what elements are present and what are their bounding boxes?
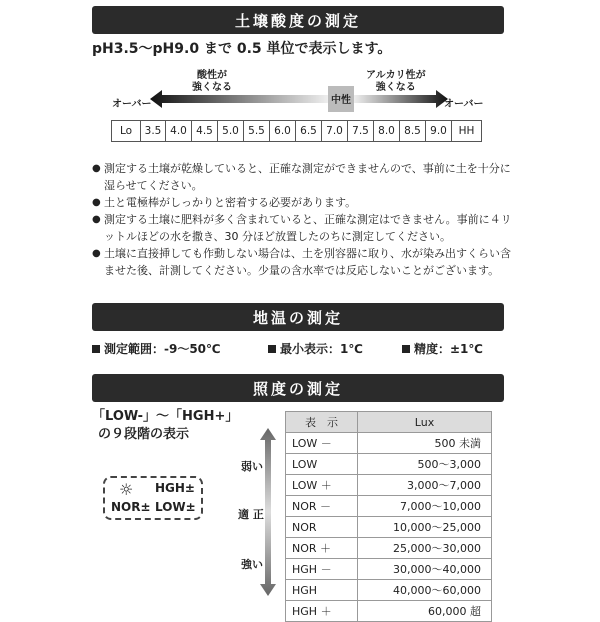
soil-temp-title: 地温の測定 <box>252 308 343 327</box>
lux-value-cell: 10,000～25,000 <box>358 517 492 538</box>
square-bullet-icon <box>402 345 410 353</box>
lux-value-cell: 60,000 超 <box>358 601 492 622</box>
ph-scale-cell: HH <box>452 120 482 142</box>
lux-value-cell: 500～3,000 <box>358 454 492 475</box>
table-row <box>286 475 492 496</box>
sun-icon: ☼ <box>119 480 134 499</box>
lux-display-legend <box>103 476 203 520</box>
lux-value-cell: 40,000～60,000 <box>358 580 492 601</box>
ph-scale-cell: 6.5 <box>296 120 322 142</box>
ph-note <box>92 160 512 194</box>
lux-levels-title <box>92 408 238 444</box>
ph-gradient-arrow <box>150 82 450 116</box>
ph-note <box>92 194 512 211</box>
legend-hgh: HGH± <box>155 481 195 495</box>
ph-scale <box>111 120 482 142</box>
soil-temp-header <box>92 303 504 331</box>
alkali-arrow <box>354 90 448 108</box>
ph-description: pH3.5～pH9.0 まで 0.5 単位で表示します。 <box>92 41 392 57</box>
legend-low: LOW± <box>155 500 196 514</box>
neutral-label: 中性 <box>331 95 351 106</box>
alkali-label-line1: アルカリ性が <box>366 70 426 81</box>
illuminance-header <box>92 374 504 402</box>
lux-value-cell: 500 未満 <box>358 433 492 454</box>
lux-col-lux: Lux <box>358 412 492 433</box>
table-row <box>286 454 492 475</box>
ph-scale-cell: 4.5 <box>192 120 218 142</box>
lux-display-cell: LOW ＋ <box>286 475 358 496</box>
lux-table <box>285 411 492 622</box>
ph-scale-cell: 7.5 <box>348 120 374 142</box>
lux-value-cell: 30,000～40,000 <box>358 559 492 580</box>
ph-notes <box>92 160 512 279</box>
ph-scale-cell: 6.0 <box>270 120 296 142</box>
table-row <box>286 601 492 622</box>
bullet-icon: ● <box>92 197 101 208</box>
ph-scale-cell: 5.0 <box>218 120 244 142</box>
ph-scale-cell: 9.0 <box>426 120 452 142</box>
ph-note-text: 測定する土壌が乾燥していると、正確な測定ができませんので、事前に土を十分に湿らせてください。 <box>104 162 511 192</box>
lux-value-cell: 25,000～30,000 <box>358 538 492 559</box>
ph-note-text: 土と電極棒がしっかりと密着する必要があります。 <box>104 196 357 209</box>
lux-table-header-row <box>286 412 492 433</box>
ph-note <box>92 245 512 279</box>
acid-arrow <box>150 90 328 108</box>
lux-value-cell: 3,000～7,000 <box>358 475 492 496</box>
over-left-label: オーバー <box>112 99 152 110</box>
table-row <box>286 538 492 559</box>
temp-min-display <box>268 340 402 357</box>
lux-col-display: 表 示 <box>286 412 358 433</box>
lux-display-cell: NOR <box>286 517 358 538</box>
table-row <box>286 580 492 601</box>
lux-display-cell: HGH － <box>286 559 358 580</box>
weak-label: 弱い <box>241 460 263 473</box>
bullet-icon: ● <box>92 163 101 174</box>
temp-accuracy-text: 精度：±1℃ <box>414 342 483 356</box>
soil-ph-header <box>92 6 504 34</box>
ph-note-text: 測定する土壌に肥料が多く含まれていると、正確な測定はできません。事前に４リットルほどの水を撒き、30 分ほど放置したのちに測定してください。 <box>104 213 512 243</box>
lux-value-cell: 7,000～10,000 <box>358 496 492 517</box>
lux-display-cell: NOR － <box>286 496 358 517</box>
ph-scale-cell: 8.5 <box>400 120 426 142</box>
proper-label: 適 正 <box>238 508 264 521</box>
ph-scale-cell: 5.5 <box>244 120 270 142</box>
square-bullet-icon <box>92 345 100 353</box>
illuminance-title: 照度の測定 <box>252 379 343 398</box>
ph-scale-cell: 8.0 <box>374 120 400 142</box>
over-right-label: オーバー <box>444 99 484 110</box>
acid-label-line2: 強くなる <box>192 82 232 93</box>
legend-nor: NOR± <box>111 500 151 514</box>
table-row <box>286 496 492 517</box>
ph-note <box>92 211 512 245</box>
strong-label: 強い <box>241 558 263 571</box>
acid-label-line1: 酸性が <box>197 70 227 81</box>
lux-display-cell: HGH <box>286 580 358 601</box>
lux-title-line2: の９段階の表示 <box>98 427 190 442</box>
alkali-label-line2: 強くなる <box>375 82 416 93</box>
ph-scale-cell: Lo <box>111 120 141 142</box>
ph-scale-cell: 3.5 <box>141 120 166 142</box>
table-row <box>286 517 492 538</box>
lux-display-cell: NOR ＋ <box>286 538 358 559</box>
temp-min-display-text: 最小表示：1℃ <box>280 342 363 356</box>
ph-scale-cell: 4.0 <box>166 120 192 142</box>
temp-accuracy <box>402 340 483 357</box>
temp-specs <box>92 340 504 357</box>
table-row <box>286 559 492 580</box>
ph-scale-cell: 7.0 <box>322 120 348 142</box>
temp-range <box>92 340 268 357</box>
lux-display-cell: LOW <box>286 454 358 475</box>
lux-display-cell: HGH ＋ <box>286 601 358 622</box>
bullet-icon: ● <box>92 214 101 225</box>
bullet-icon: ● <box>92 248 101 259</box>
table-row <box>286 433 492 454</box>
lux-display-cell: LOW － <box>286 433 358 454</box>
temp-range-text: 測定範囲：-9～50℃ <box>104 342 221 356</box>
lux-title-line1: 「LOW-」～「HGH+」 <box>92 409 239 424</box>
square-bullet-icon <box>268 345 276 353</box>
soil-ph-title: 土壌酸度の測定 <box>234 11 361 30</box>
ph-note-text: 土壌に直接挿しても作動しない場合は、土を別容器に取り、水が染み出すくらい含ませた後、計測してください。少量の含水率では反応しないことがございます。 <box>104 247 511 277</box>
